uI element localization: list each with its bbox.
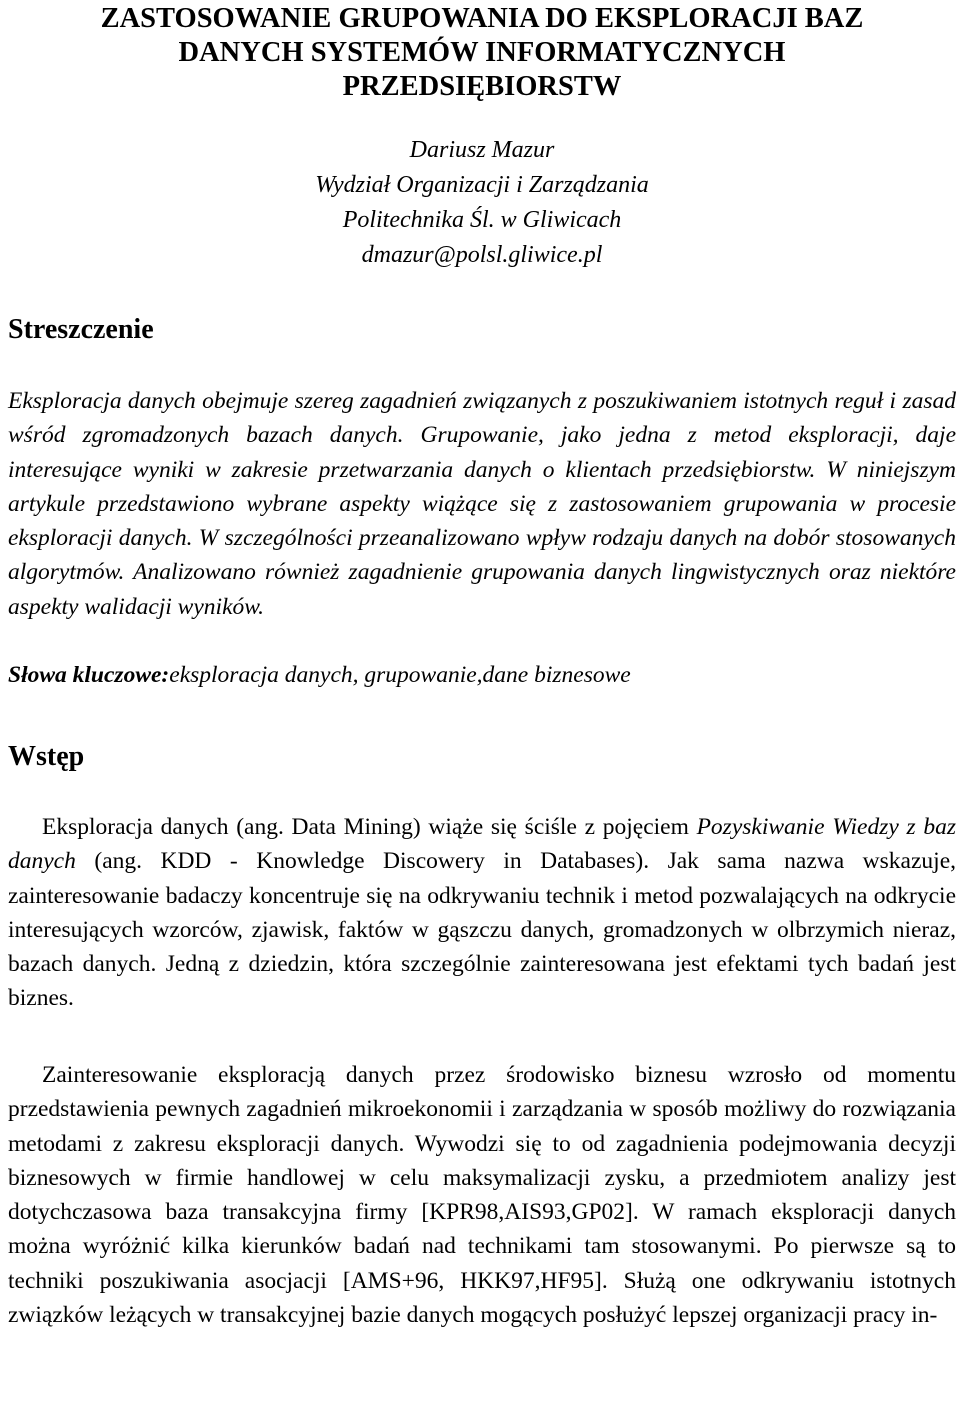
intro-p1-start: Eksploracja danych (ang. Data Mining) wiąże się ściśle z pojęciem <box>42 814 697 840</box>
author-department: Wydział Organizacji i Zarządzania <box>315 172 649 198</box>
abstract-heading: Streszczenie <box>8 314 154 345</box>
intro-paragraph-2: Zainteresowanie eksploracją danych przez środowisko biznesu wzrosło od momentu przedstawienia pewnych zagadnień mikroekonomii i zarządzania w sposób możliwy do rozwiązania metodami z zakresu eksploracji danych. Wywodzi się to od zagadnienia podejmowania decyzji biznesowych w firmie handlowej w celu maksymalizacji zysku, a przedmiotem analizy jest dotychczasowa baza transakcyjna firmy [KPR98,AIS93,GP02]. W ramach eksploracji danych można wyróżnić kilka kierunków badań nad technikami tam stosowanymi. Po pierwsze są to techniki poszukiwania asocjacji [AMS+96, HKK97,HF95]. Służą one odkrywaniu istotnych związków leżących w transakcyjnej bazie danych mogących posłużyć lepszej organizacji pracy in- <box>8 1062 956 1329</box>
intro-heading: Wstęp <box>8 741 85 772</box>
abstract-text: Eksploracja danych obejmuje szereg zagadnień związanych z poszukiwaniem istotnych reguł i zasad wśród zgromadzonych bazach danych. Grupowanie, jako jedna z metod eksploracji, daje interesujące wyniki w zakresie przetwarzania danych o klientach przedsiębiorstw. W niniejszym artykule przedstawiono wybrane aspekty wiążące się z zastosowaniem grupowania w procesie eksploracji danych. W szczególności przeanalizowano wpływ rodzaju danych na dobór stosowanych algorytmów. Analizowano również zagadnienie grupowania danych lingwistycznych oraz niektóre aspekty walidacji wyników. <box>8 388 956 620</box>
author-university: Politechnika Śl. w Gliwicach <box>342 207 622 233</box>
intro-p1-emphasis: Pozyskiwanie Wiedzy z baz danych <box>8 814 956 875</box>
title-line: PRZEDSIĘBIORSTW <box>342 71 622 102</box>
intro-paragraph-1 <box>8 810 956 1016</box>
paper-title <box>8 2 956 104</box>
keywords-value: eksploracja danych, grupowanie,dane biznesowe <box>169 662 631 688</box>
keywords-line <box>8 658 956 692</box>
title-line: DANYCH SYSTEMÓW INFORMATYCZNYCH <box>178 37 786 68</box>
keywords-label: Słowa kluczowe: <box>8 662 170 688</box>
author-name: Dariusz Mazur <box>409 137 555 163</box>
title-line: ZASTOSOWANIE GRUPOWANIA DO EKSPLORACJI BAZ <box>100 3 864 34</box>
intro-p1-rest: (ang. KDD - Knowledge Discowery in Databases). Jak sama nazwa wskazuje, zainteresowanie badaczy koncentruje się na odkrywaniu technik i metod pozwalających na odkrycie interesujących wzorców, zjawisk, faktów w gąszczu danych, gromadzonych w olbrzymich nieraz, bazach danych. Jedną z dziedzin, która szczególnie zainteresowana jest efektami tych badań jest biznes. <box>8 848 956 1012</box>
author-block <box>8 133 956 273</box>
author-email[interactable]: dmazur@polsl.gliwice.pl <box>361 242 603 268</box>
